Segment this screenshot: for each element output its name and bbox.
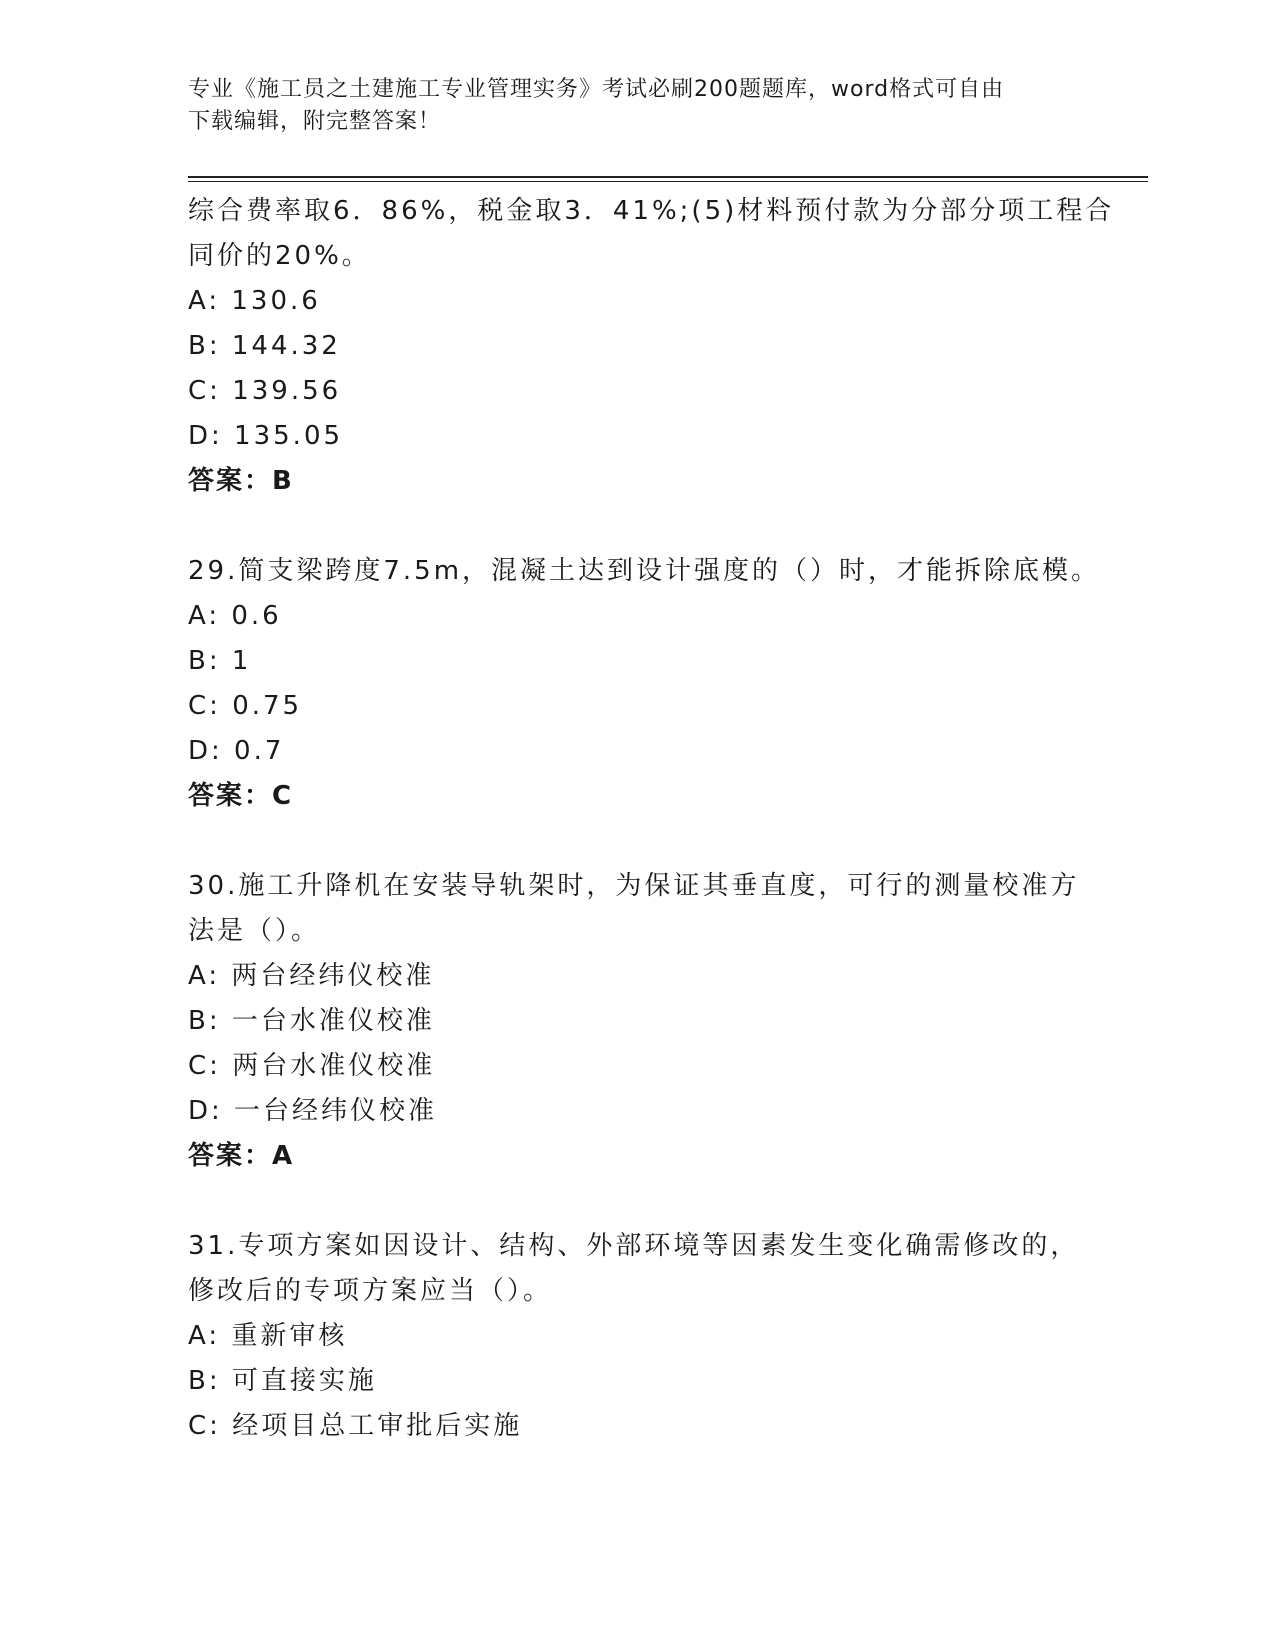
option-text: 可直接实施 <box>231 1366 377 1396</box>
option-text: 0.75 <box>232 691 303 721</box>
question-text-line: 31.专项方案如因设计、结构、外部环境等因素发生变化确需修改的， <box>188 1231 1080 1261</box>
option-b <box>188 999 1088 1044</box>
answer-line: 答案：A <box>188 1141 295 1171</box>
spacer <box>188 1179 1088 1224</box>
option-d <box>188 729 1088 774</box>
spacer <box>188 504 1088 549</box>
option-text: 一台经纬仪校准 <box>234 1096 438 1126</box>
option-label: B: <box>188 1366 221 1396</box>
question-text-line: 综合费率取6．86%，税金取3．41%;(5)材料预付款为分部分项工程合 <box>188 196 1115 226</box>
option-label: C: <box>188 691 221 721</box>
option-a <box>188 594 1088 639</box>
option-text: 两台水准仪校准 <box>232 1051 436 1081</box>
question-text-line: 修改后的专项方案应当（）。 <box>188 1276 553 1306</box>
option-label: B: <box>188 331 221 361</box>
header-rule-thin <box>188 181 1148 182</box>
option-label: A: <box>188 961 221 991</box>
question-31 <box>188 1224 1088 1449</box>
option-label: B: <box>188 1006 221 1036</box>
page-header <box>188 74 1068 138</box>
option-c <box>188 1044 1088 1089</box>
option-d <box>188 1089 1088 1134</box>
option-a <box>188 954 1088 999</box>
option-label: D: <box>188 1096 223 1126</box>
question-28-continued <box>188 189 1115 504</box>
option-b <box>188 1359 1088 1404</box>
option-c <box>188 369 1088 414</box>
option-a <box>188 279 1088 324</box>
option-text: 139.56 <box>232 376 342 406</box>
option-label: A: <box>188 1321 221 1351</box>
option-label: A: <box>188 286 221 316</box>
option-d <box>188 414 1088 459</box>
option-label: A: <box>188 601 221 631</box>
option-c <box>188 684 1088 729</box>
question-text-line: 法是（）。 <box>188 916 321 946</box>
option-label: D: <box>188 736 223 766</box>
option-text: 0.7 <box>234 736 285 766</box>
option-b <box>188 324 1088 369</box>
option-text: 两台经纬仪校准 <box>231 961 435 991</box>
option-label: C: <box>188 1051 221 1081</box>
option-label: B: <box>188 646 221 676</box>
header-line-1: 专业《施工员之土建施工专业管理实务》考试必刷200题题库，word格式可自由 <box>188 77 1005 102</box>
option-text: 重新审核 <box>231 1321 348 1351</box>
option-text: 130.6 <box>231 286 321 316</box>
question-text-line: 30.施工升降机在安装导轨架时，为保证其垂直度，可行的测量校准方 <box>188 871 1080 901</box>
question-30 <box>188 864 1088 1179</box>
option-text: 135.05 <box>234 421 344 451</box>
question-29 <box>188 549 1101 819</box>
option-label: C: <box>188 376 221 406</box>
question-content <box>188 189 1115 1449</box>
option-text: 144.32 <box>231 331 341 361</box>
option-text: 一台水准仪校准 <box>231 1006 435 1036</box>
option-a <box>188 1314 1088 1359</box>
option-text: 经项目总工审批后实施 <box>232 1411 523 1441</box>
option-label: C: <box>188 1411 221 1441</box>
option-c <box>188 1404 1088 1449</box>
answer-line: 答案：B <box>188 466 294 496</box>
header-line-2: 下载编辑，附完整答案！ <box>188 109 442 134</box>
option-label: D: <box>188 421 223 451</box>
answer-line: 答案：C <box>188 781 294 811</box>
header-rule-thick <box>188 176 1148 178</box>
option-text: 0.6 <box>231 601 282 631</box>
question-text-line: 29.简支梁跨度7.5m，混凝土达到设计强度的（）时，才能拆除底模。 <box>188 556 1101 586</box>
option-b <box>188 639 1088 684</box>
option-text: 1 <box>231 646 252 676</box>
spacer <box>188 819 1088 864</box>
question-text-line: 同价的20%。 <box>188 241 371 271</box>
